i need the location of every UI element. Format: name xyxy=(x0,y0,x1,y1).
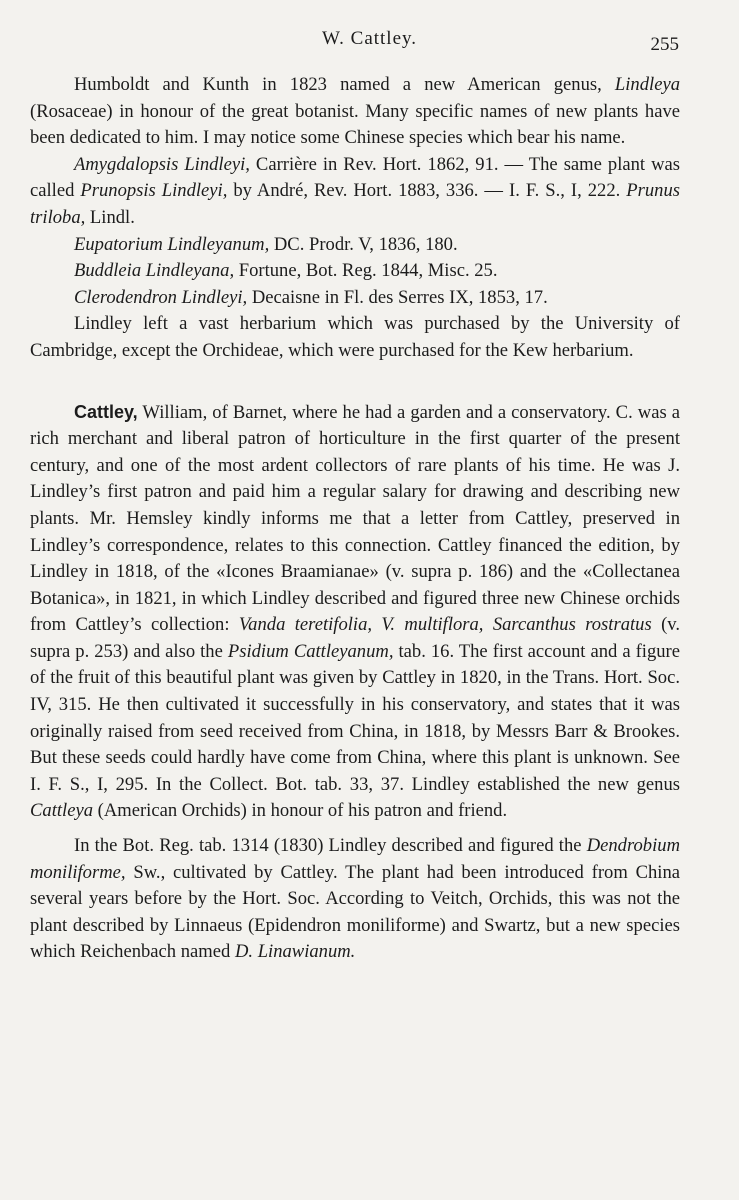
paragraph-cattley-entry xyxy=(30,399,680,826)
text-run: Lindley left a vast herbarium which was purchased by the University of Cambridge, except the Orchideae, which were purchased for the Kew herbarium. xyxy=(30,313,680,361)
italic-run: Vanda teretifolia, V. multiflora, Sarcanthus rostratus xyxy=(238,614,652,636)
text-run: In the Bot. Reg. tab. 1314 (1830) Lindley described and figured the xyxy=(74,835,587,857)
running-header xyxy=(0,28,739,58)
text-run: Decaisne in Fl. des Serres IX, 1853, 17. xyxy=(247,286,548,308)
paragraph-eupatorium xyxy=(30,232,680,259)
italic-run: Eupatorium Lindleyanum, xyxy=(74,233,270,255)
paragraph-amygdalopsis xyxy=(30,152,680,232)
text-run: Lindl. xyxy=(85,206,135,228)
text-run: by André, Rev. Hort. 1883, 336. — I. F. S., I, 222. xyxy=(227,180,627,202)
text-run: (v. supra p. 253) and also the xyxy=(30,614,681,662)
paragraph-spacer xyxy=(30,825,680,833)
italic-run: Cattleya xyxy=(30,800,93,822)
section-spacer xyxy=(30,365,680,399)
text-run: Humboldt and Kunth in 1823 named a new American genus, xyxy=(74,74,615,95)
italic-run: Prunus triloba, xyxy=(30,180,681,228)
text-run: (Rosaceae) in honour of the great botanist. Many specific names of new plants have been dedicated to him. I may notice some Chinese species which bear his name. xyxy=(30,100,680,149)
text-run: DC. Prodr. V, 1836, 180. xyxy=(269,233,458,255)
text-run: Fortune, Bot. Reg. 1844, Misc. 25. xyxy=(234,260,498,282)
text-run: Sw., cultivated by Cattley. The plant had been introduced from China several years before by the Hort. Soc. According to Veitch, Orchids, this was not the plant described by Linnaeus (Epidendron moniliforme) and Swartz, but a new species which Reichenbach named xyxy=(30,861,680,963)
italic-run: Lindleya xyxy=(614,74,680,95)
paragraph-herbarium xyxy=(30,311,680,364)
italic-run: Clerodendron Lindleyi, xyxy=(74,286,248,308)
italic-run: Psidium Cattleyanum, xyxy=(227,640,394,662)
italic-run: D. Linawianum. xyxy=(234,941,356,963)
paragraph-dendrobium xyxy=(30,833,680,966)
paragraph-clerodendron xyxy=(30,285,680,312)
body-text xyxy=(30,72,680,966)
entry-heading: Cattley, xyxy=(74,401,138,422)
italic-run: Amygdalopsis Lindleyi, xyxy=(74,153,250,175)
paragraph-buddleia xyxy=(30,258,680,285)
running-title: W. Cattley. xyxy=(321,28,418,49)
italic-run: Dendrobium moniliforme, xyxy=(30,835,680,883)
text-run: William, of Barnet, where he had a garden and a conservatory. C. was a rich merchant and liberal patron of horticulture in the first quarter of the present century, and one of the most ardent collectors of rare plants of his time. He was J. Lindley’s first patron and paid him a regular salary for drawing and describing new plants. Mr. Hemsley kindly informs me that a letter from Cattley, preserved in Lindley’s correspondence, relates to this connection. Cattley financed the edition, by Lindley in 1818, of the «Icones Braamianae» (v. supra p. 186) and the «Collectanea Botanica», in 1821, in which Lindley described and figured three new Chinese orchids from Cattley’s collection: xyxy=(30,401,680,636)
text-run: Carrière in Rev. Hort. 1862, 91. — The same plant was called xyxy=(30,153,680,202)
text-run: (American Orchids) in honour of his patron and friend. xyxy=(93,800,508,822)
paragraph-lindleya xyxy=(30,72,680,152)
italic-run: Buddleia Lindleyana, xyxy=(74,260,235,282)
text-run: tab. 16. The first account and a figure of the fruit of this beautiful plant was given by Cattley in 1820, in the Trans. Hort. Soc. IV, 315. He then cultivated it successfully in his conservatory, and states that it was originally raised from seed received from China, in 1818, by Messrs Barr & Brookes. But these seeds could hardly have come from China, where this plant is unknown. See I. F. S., I, 295. In the Collect. Bot. tab. 33, 37. Lindley established the new genus xyxy=(30,640,680,795)
italic-run: Prunopsis Lindleyi, xyxy=(80,180,228,202)
page-number: 255 xyxy=(650,34,679,55)
